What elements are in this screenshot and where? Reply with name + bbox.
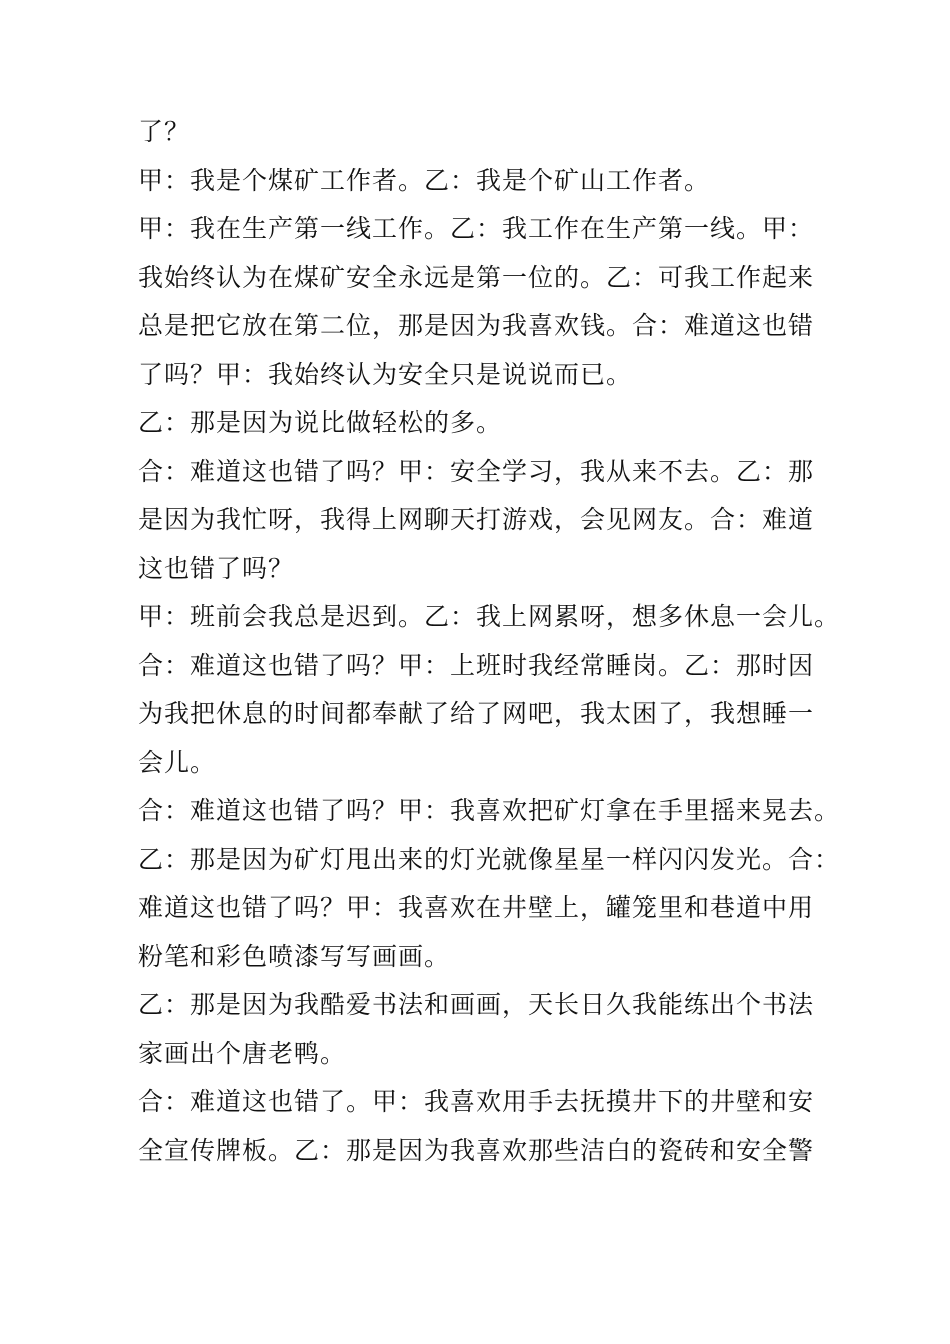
- text-line: 我始终认为在煤矿安全永远是第一位的。乙：可我工作起来: [138, 262, 815, 292]
- text-line: 合：难道这也错了吗？甲：安全学习，我从来不去。乙：那: [138, 456, 815, 486]
- text-line: 合：难道这也错了。甲：我喜欢用手去抚摸井下的井壁和安: [138, 1087, 815, 1116]
- text-line: 是因为我忙呀，我得上网聊天打游戏，会见网友。合：难道: [138, 505, 815, 534]
- text-line: 乙：那是因为矿灯甩出来的灯光就像星星一样闪闪发光。合：: [138, 844, 841, 874]
- text-line: 这也错了吗？: [138, 553, 295, 583]
- text-line: 了？: [138, 117, 191, 146]
- text-line: 了吗？甲：我始终认为安全只是说说而已。: [138, 359, 633, 389]
- text-line: 会儿。: [138, 747, 217, 777]
- text-line: 全宣传牌板。乙：那是因为我喜欢那些洁白的瓷砖和安全警: [138, 1135, 815, 1165]
- text-line: 合：难道这也错了吗？甲：上班时我经常睡岗。乙：那时因: [138, 650, 815, 680]
- text-line: 家画出个唐老鸭。: [138, 1038, 347, 1068]
- text-line: 合：难道这也错了吗？甲：我喜欢把矿灯拿在手里摇来晃去。: [138, 796, 841, 825]
- dialogue-text: [138, 108, 841, 1175]
- text-line: 为我把休息的时间都奉献了给了网吧，我太困了，我想睡一: [138, 699, 815, 728]
- text-line: 粉笔和彩色喷漆写写画画。: [138, 941, 451, 971]
- text-line: 总是把它放在第二位，那是因为我喜欢钱。合：难道这也错: [138, 311, 815, 340]
- text-line: 难道这也错了吗？甲：我喜欢在井壁上，罐笼里和巷道中用: [138, 893, 815, 922]
- text-line: 乙：那是因为说比做轻松的多。: [138, 408, 503, 437]
- text-line: 甲：我是个煤矿工作者。乙：我是个矿山工作者。: [138, 165, 711, 195]
- text-line: 甲：我在生产第一线工作。乙：我工作在生产第一线。甲：: [138, 214, 815, 243]
- text-line: 甲：班前会我总是迟到。乙：我上网累呀，想多休息一会儿。: [138, 602, 841, 631]
- text-line: 乙：那是因为我酷爱书法和画画，天长日久我能练出个书法: [138, 990, 815, 1019]
